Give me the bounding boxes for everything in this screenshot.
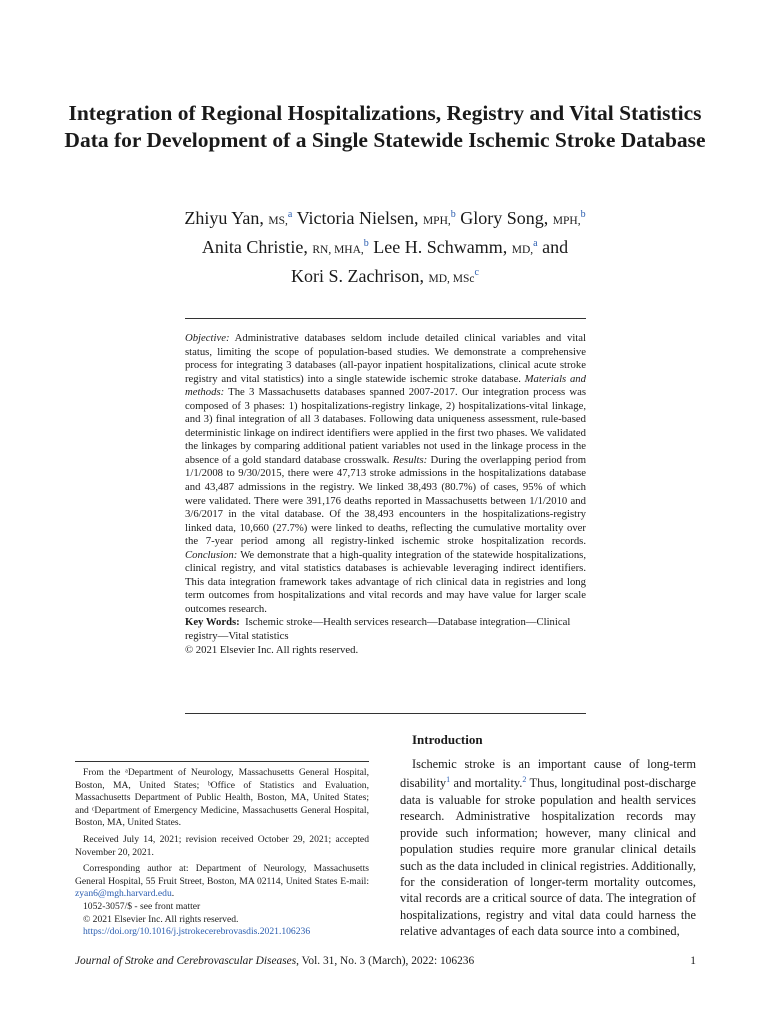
reference-link[interactable]: 2 — [522, 775, 527, 785]
footnote-copyright: © 2021 Elsevier Inc. All rights reserved. — [83, 913, 239, 925]
intro-text: and mortality. — [450, 776, 523, 791]
abstract-top-rule — [185, 318, 586, 319]
affiliation-marker[interactable]: b — [363, 238, 369, 249]
introduction-paragraph — [400, 756, 696, 940]
author-degree: MPH, — [422, 215, 451, 227]
affiliation-marker[interactable]: b — [450, 209, 456, 220]
intro-text: Thus, longitudinal post-discharge data is valuable for stroke population and health services research. Administrative hospitalization records may provide such information; however, many clinical and population studies require more granular clinical details such as the data included in clinical registries. Additionally, for the consideration of longer-term mortality outcomes, vital records are a critical source of data. The integration of hospitalizations, registry and vital data could harness the relative advantages of each data source into a combined, — [400, 776, 696, 939]
email-period: . — [171, 888, 175, 900]
results-label: Results: — [392, 453, 428, 466]
affiliation-marker[interactable]: b — [580, 209, 586, 220]
authors-and: and — [542, 237, 569, 257]
abstract — [185, 332, 586, 657]
author-list — [90, 205, 680, 292]
affiliation-marker[interactable]: c — [474, 267, 479, 278]
author-degree: RN, MHA, — [312, 244, 364, 256]
author-name: Victoria Nielsen, — [296, 208, 419, 228]
footnote-rule — [75, 761, 369, 762]
keywords-text: Ischemic stroke—Health services research—Database integration—Clinical registry—Vital statistics — [185, 616, 571, 643]
reference-link[interactable]: 1 — [446, 775, 451, 785]
journal-name: Journal of Stroke and Cerebrovascular Diseases — [75, 955, 297, 967]
intro-text: Ischemic stroke is an important cause of long-term disability — [400, 757, 696, 791]
author-degree: MD, MSc — [428, 273, 475, 285]
footnotes — [75, 767, 369, 939]
abstract-bottom-rule — [185, 713, 586, 714]
author-degree: MPH, — [552, 215, 581, 227]
objective-label: Objective: — [185, 332, 230, 344]
author-name: Kori S. Zachrison, — [291, 266, 424, 286]
affiliation-marker[interactable]: a — [533, 238, 538, 249]
page-footer — [75, 955, 696, 967]
author-degree: MS, — [268, 215, 288, 227]
received-note: Received July 14, 2021; revision received October 29, 2021; accepted November 20, 2021. — [75, 833, 369, 858]
methods-label: Materials and methods: — [185, 372, 586, 399]
affiliations-note: From the ᵃDepartment of Neurology, Massachusetts General Hospital, Boston, MA, United States; ᵇOffice of Statistics and Evaluation, Massachusetts Department of Public Health, Boston, MA, United States; and ᶜDepartment of Emergency Medicine, Massachusetts General Hospital, Boston, MA, United States. — [75, 767, 369, 829]
abstract-body — [185, 332, 586, 616]
page-number: 1 — [690, 955, 696, 967]
affiliation-marker[interactable]: a — [287, 209, 293, 220]
citation: , Vol. 31, No. 3 (March), 2022: 106236 — [296, 955, 475, 967]
keywords — [185, 616, 586, 643]
author-degree: MD, — [511, 244, 534, 256]
doi-link[interactable]: https://doi.org/10.1016/j.jstrokecerebrovasdis.2021.106236 — [83, 926, 311, 938]
author-name: Lee H. Schwamm, — [373, 237, 508, 257]
keywords-label: Key Words: — [185, 616, 240, 629]
methods-text: The 3 Massachusetts databases spanned 2007-2017. Our integration process was composed of 3 phases: 1) hospitalizations-registry linkage, 2) hospitalizations-vital linkage, and 3) final integration of all 3 databases. Following data uniqueness assessment, rule-based deterministic linkage on indirect identifiers were applied in the first two phases. We validated the linkages by comparing additional patient variables not used in the linkage process in the absence of a gold standard database crosswalk. — [185, 386, 586, 466]
corresponding-text: Corresponding author at: Department of Neurology, Massachusetts General Hospital, 55 Fruit Street, Boston, MA 02114, United States E-mail: — [75, 863, 369, 887]
article-title: Integration of Regional Hospitalizations, Registry and Vital Statistics Data for Development of a Single Statewide Ischemic Stroke Database — [64, 101, 706, 152]
author-name: Zhiyu Yan, — [184, 208, 264, 228]
corresponding-note — [75, 863, 369, 901]
author-name: Anita Christie, — [201, 237, 308, 257]
abstract-copyright: © 2021 Elsevier Inc. All rights reserved. — [185, 643, 359, 656]
conclusion-text: We demonstrate that a high-quality integration of the statewide hospitalizations, clinical registry, and vital statistics databases is achievable leveraging indirect identifiers. This data integration framework takes advantage of rich clinical data in registries and long term outcomes from hospitalizations and vital records and may have value for larger scale outcomes research. — [185, 548, 587, 615]
results-text: During the overlapping period from 1/1/2008 to 9/30/2015, there were 47,713 stroke admissions in the hospitalizations database and 43,487 admissions in the registry. We linked 38,493 (80.7%) of cases, 95% of which were validated. There were 391,176 deaths reported in Massachusetts between 1/1/2010 and 3/6/2017 in the vital database. Of the 38,493 encounters in the hospitalizations-registry linked data, 10,660 (27.7%) were linked to deaths, reflecting the cumulative mortality over the 7-year period among all registry-linked ischemic stroke hospitalization records. — [185, 453, 587, 548]
objective-text: Administrative databases seldom include detailed clinical variables and vital status, limiting the scope of population-based studies. We demonstrate a comprehensive process for integrating 3 databases (all-payor inpatient hospitalizations, clinical acute stroke registry and vital statistics) into a single statewide ischemic stroke database. — [185, 332, 586, 385]
introduction-heading: Introduction — [412, 732, 483, 747]
email-link[interactable]: zyan6@mgh.harvard.edu — [75, 888, 172, 900]
conclusion-label: Conclusion: — [185, 548, 238, 561]
author-name: Glory Song, — [460, 208, 549, 228]
issn-note: 1052-3057/$ - see front matter — [83, 900, 201, 912]
introduction-body — [400, 756, 696, 940]
